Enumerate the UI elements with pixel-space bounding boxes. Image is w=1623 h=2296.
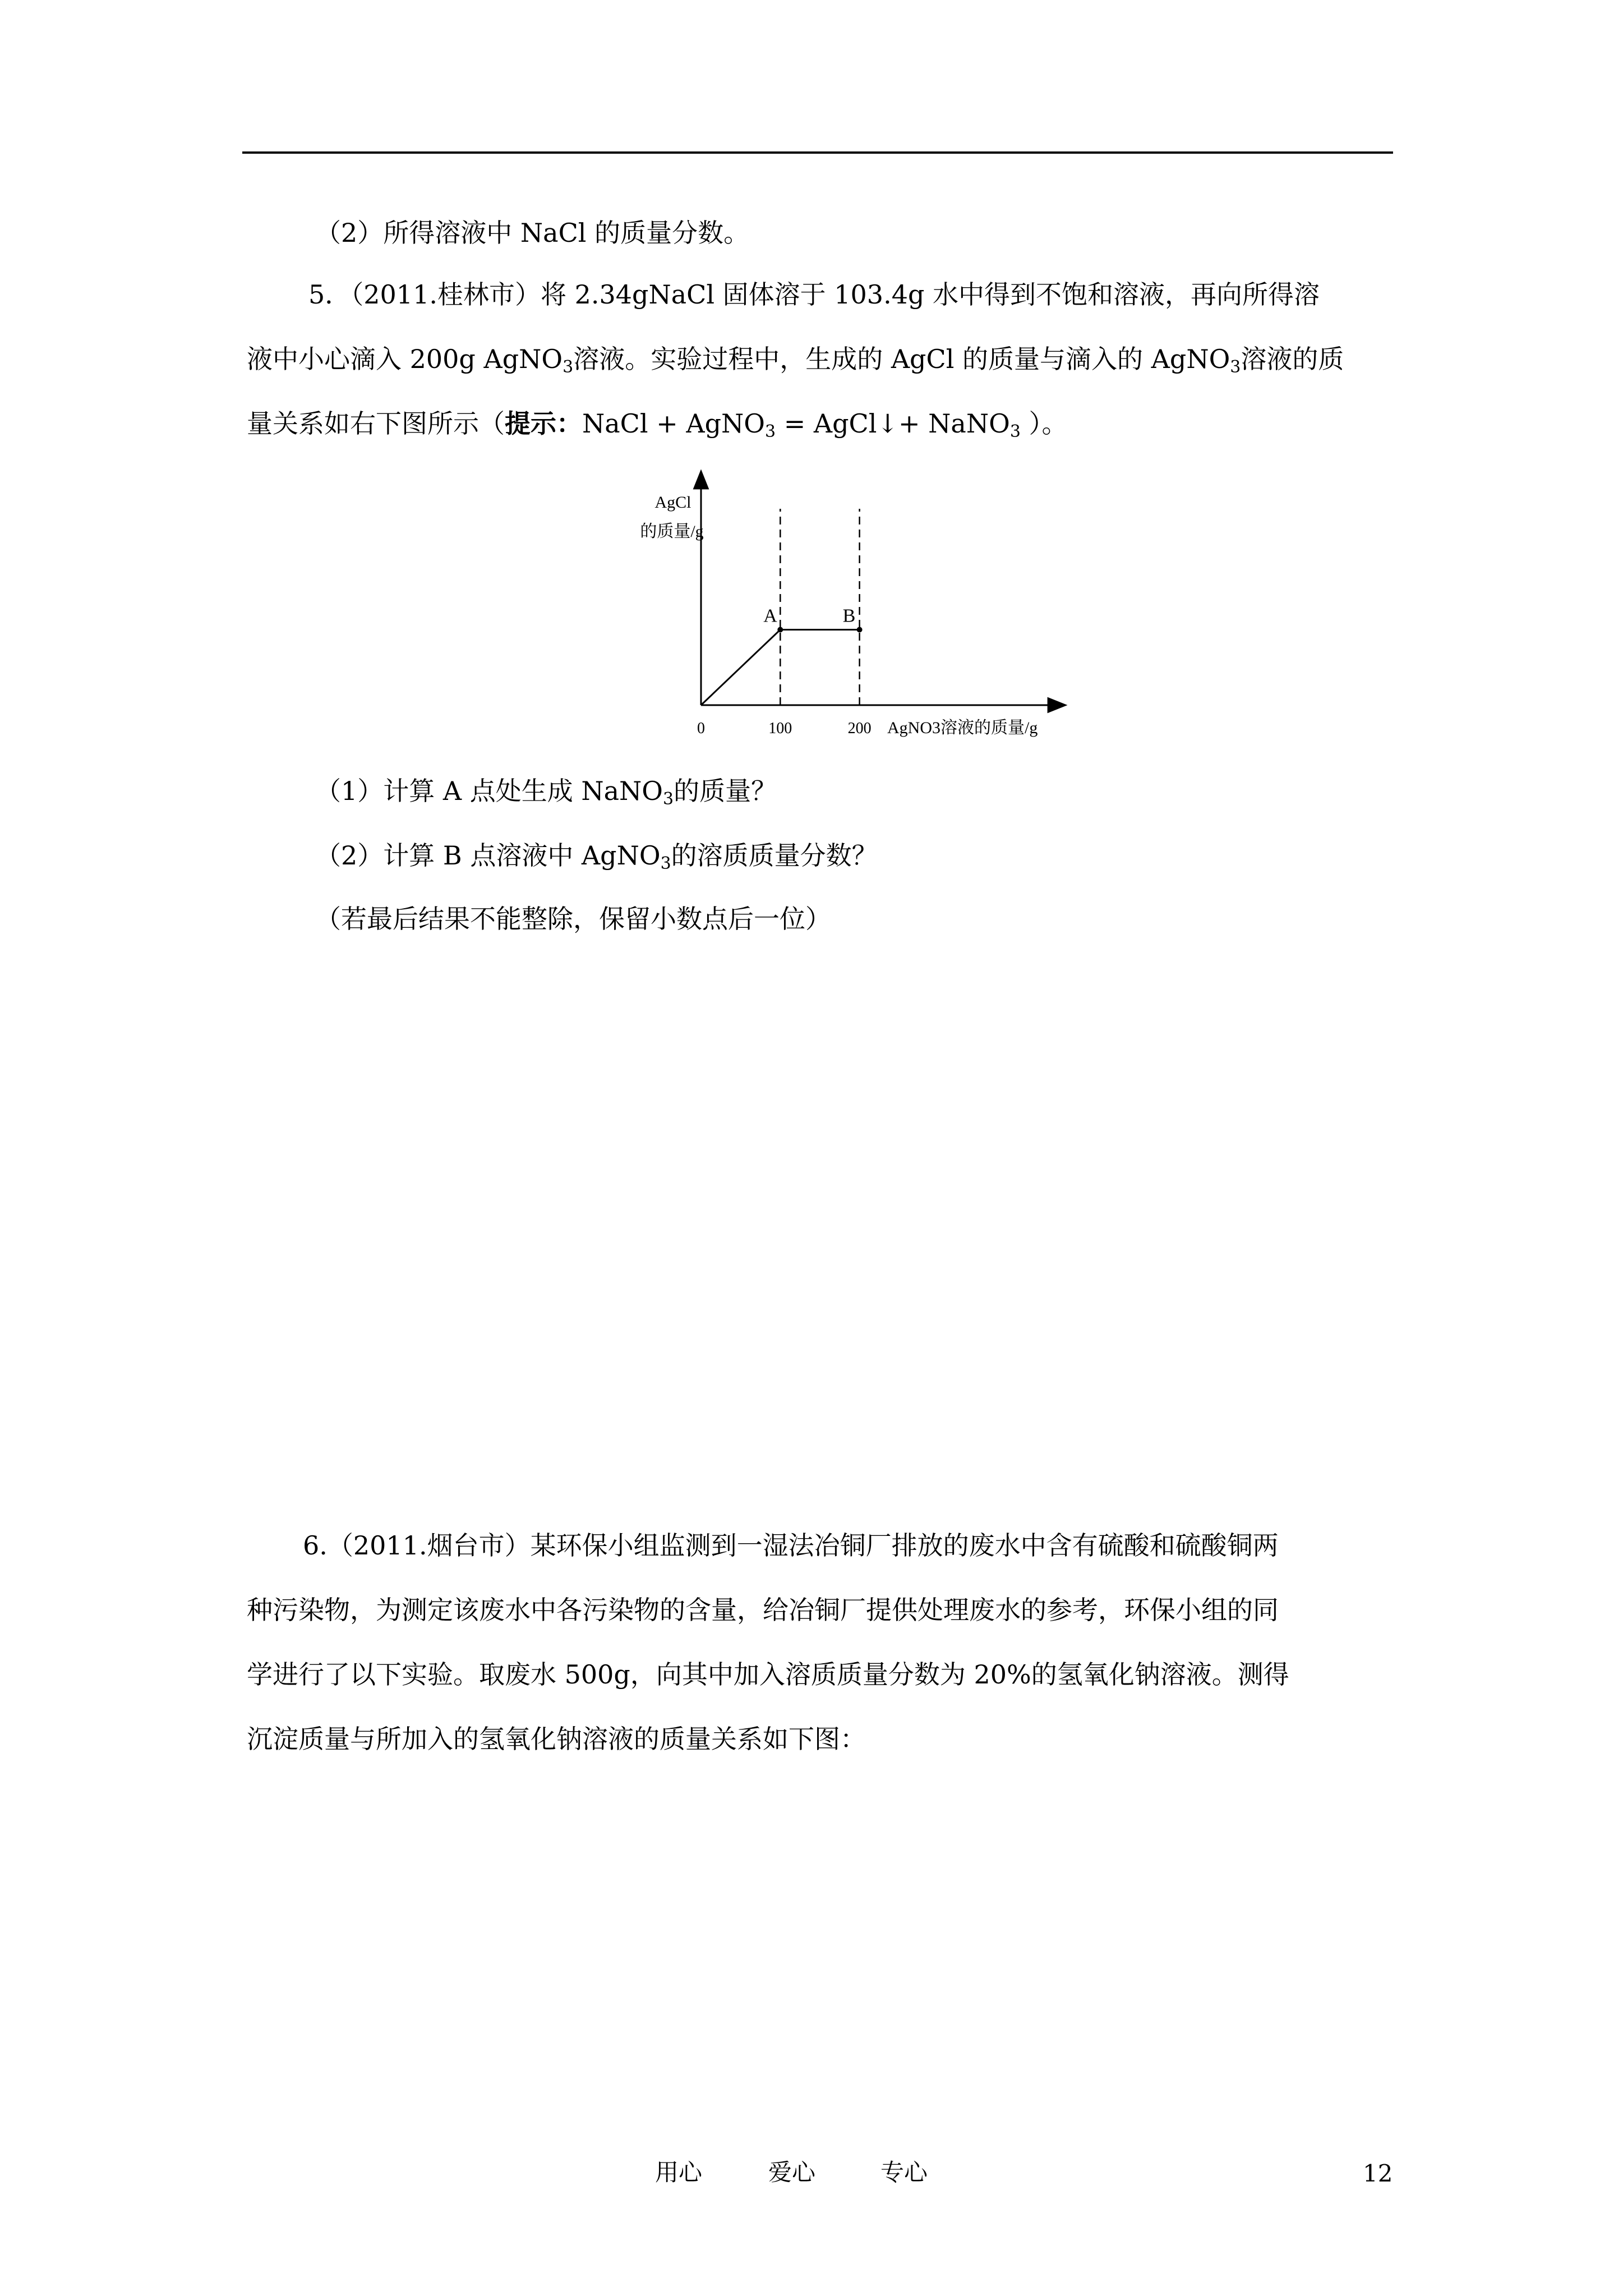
x-tick-label-0: 0 [697, 720, 705, 737]
question-6-line-2: 种污染物，为测定该废水中各污染物的含量，给冶铜厂提供处理废水的参考，环保小组的同 [247, 1595, 1279, 1625]
footer-word-1: 用心 [655, 2159, 703, 2186]
question-5-line-3: 量关系如右下图所示（提示：NaCl + AgNO$_3$ = AgCl↓+ NaNO$_3$ ）。 [247, 408, 1068, 441]
question-6-line-3: 学进行了以下实验。取废水 500g，向其中加入溶质质量分数为 20%的氢氧化钠溶液。测得 [247, 1659, 1289, 1690]
data-point-b [857, 627, 863, 632]
x-tick-label-100: 100 [768, 720, 792, 737]
header-rule [242, 151, 1393, 154]
question-5-part-2: （2）计算 B 点溶液中 AgNO$_3$的溶质质量分数？ [315, 840, 878, 873]
question-5-part-1: （1）计算 A 点处生成 NaNO$_3$的质量？ [315, 776, 777, 809]
page-number: 12 [1363, 2160, 1393, 2187]
y-axis-label-line-2: 的质量/g [640, 522, 704, 541]
x-tick-label-200: 200 [847, 720, 872, 737]
rounding-note: （若最后结果不能整除，保留小数点后一位） [315, 904, 831, 934]
point-label-b: B [842, 605, 856, 627]
point-label-a: A [763, 605, 777, 627]
footer-word-3: 专心 [880, 2159, 928, 2186]
data-point-a [777, 627, 783, 632]
subquestion-2-nacl: （2）所得溶液中 NaCl 的质量分数。 [315, 218, 750, 248]
question-5-line-1: 5．（2011.桂林市）将 2.34gNaCl 固体溶于 103.4g 水中得到不饱和溶液，再向所得溶 [308, 279, 1320, 310]
question-6-line-4: 沉淀质量与所加入的氢氧化钠溶液的质量关系如下图： [247, 1724, 866, 1754]
series-line [701, 629, 860, 705]
x-axis-label: AgNO3溶液的质量/g [887, 719, 1038, 737]
question-5-line-2: 液中小心滴入 200g AgNO$_3$溶液。实验过程中，生成的 AgCl 的质量与滴入的 AgNO$_3$溶液的质 [247, 344, 1344, 377]
agcl-mass-chart [617, 463, 1110, 754]
y-axis-label-line-1: AgCl [654, 493, 691, 512]
footer-word-2: 爱心 [768, 2159, 816, 2186]
question-6-line-1: 6.（2011.烟台市）某环保小组监测到一湿法冶铜厂排放的废水中含有硫酸和硫酸铜两 [303, 1530, 1279, 1561]
